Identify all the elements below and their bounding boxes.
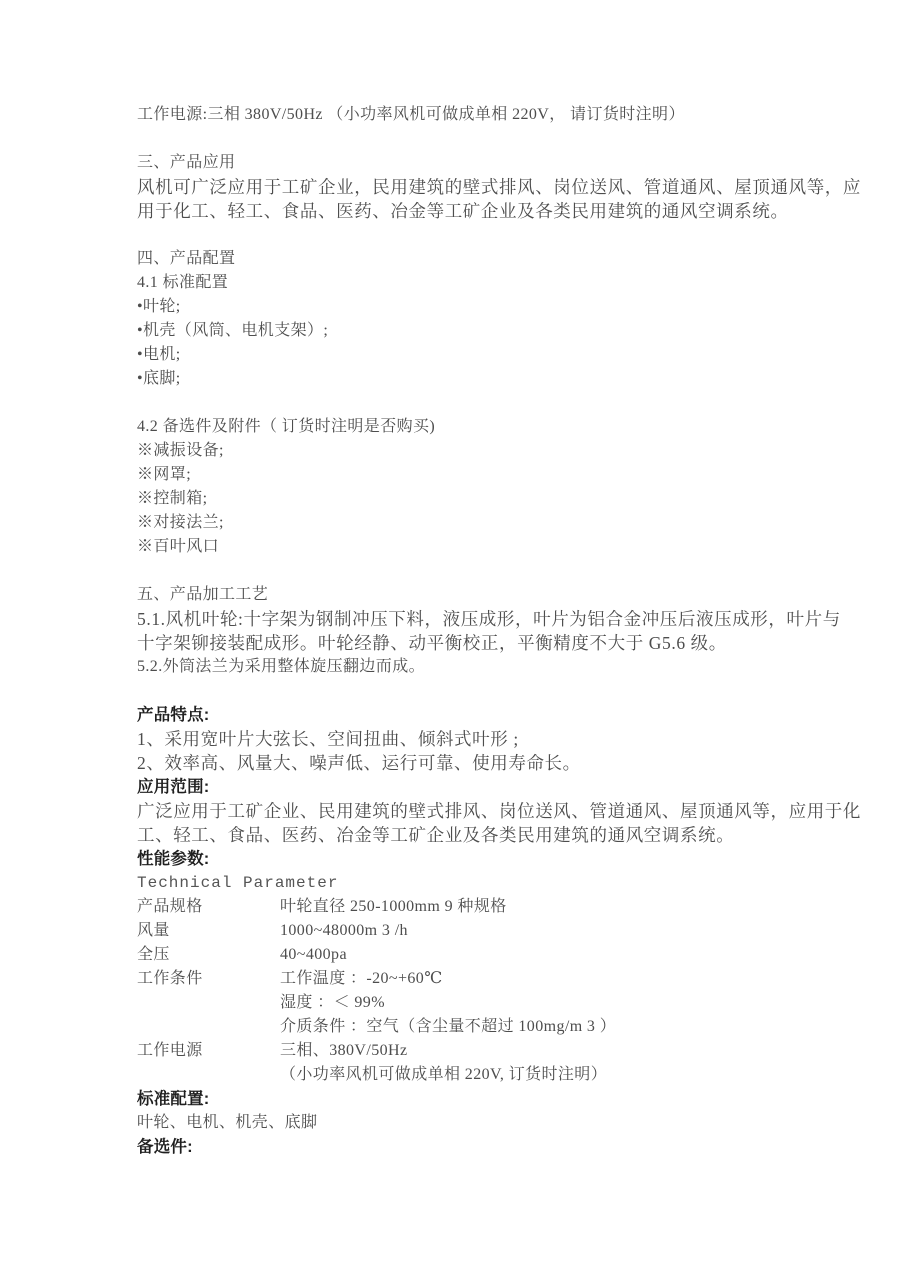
standard-config-item: •叶轮;	[137, 298, 181, 315]
optional-config-item: ※对接法兰;	[137, 514, 224, 531]
param-value	[280, 919, 792, 943]
section-configuration-title: 四、产品配置	[137, 250, 236, 267]
parameters-subheading: Technical Parameter	[137, 874, 339, 892]
standard-config-line: 叶轮、电机、机壳、底脚	[137, 1114, 318, 1131]
section-process-title: 五、产品加工工艺	[137, 586, 269, 603]
param-value-line: 40~400pa	[280, 946, 347, 963]
optional-config-item: ※减振设备;	[137, 442, 224, 459]
optional-config-item: ※控制箱;	[137, 490, 208, 507]
application-scope-line: 广泛应用于工矿企业、民用建筑的壁式排风、岗位送风、管道通风、屋顶通风等，应用于化	[137, 801, 861, 821]
param-value-line: 三相、380V/50Hz	[280, 1042, 408, 1059]
param-row-spec	[137, 895, 792, 919]
param-row-power	[137, 1039, 792, 1087]
param-label: 风量	[137, 922, 170, 939]
power-supply-note: 工作电源:三相 380V/50Hz （小功率风机可做成单相 220V， 请订货时注明）	[137, 106, 685, 123]
optional-config-item: ※网罩;	[137, 466, 192, 483]
blank-line	[137, 559, 792, 583]
param-label: 产品规格	[137, 898, 203, 915]
blank-line	[137, 391, 792, 415]
standard-config-subtitle: 4.1 标准配置	[137, 274, 229, 291]
param-value-line: 工作温度 ：-20~+60℃	[280, 970, 443, 987]
blank-line	[137, 223, 792, 247]
param-value-line: 1000~48000m 3 /h	[280, 922, 408, 939]
features-item: 1、采用宽叶片大弦长、空间扭曲、倾斜式叶形 ;	[137, 729, 519, 749]
features-heading: 产品特点:	[137, 706, 210, 724]
param-label: 全压	[137, 946, 170, 963]
application-scope-line: 工、轻工、食品、医药、冶金等工矿企业及各类民用建筑的通风空调系统。	[137, 825, 735, 845]
param-value-line: 介质条件 ：空气（含尘量不超过 100mg/m 3 ）	[280, 1018, 617, 1035]
param-row-pressure	[137, 943, 792, 967]
section-application-line: 风机可广泛应用于工矿企业，民用建筑的壁式排风、岗位送风、管道通风、屋顶通风等，应	[137, 177, 861, 197]
param-row-airflow	[137, 919, 792, 943]
param-value	[280, 895, 792, 919]
features-item: 2、效率高、风量大、噪声低、运行可靠、使用寿命长。	[137, 753, 581, 773]
param-value	[280, 1039, 792, 1087]
section-process-line: 十字架铆接装配成形。叶轮经静、动平衡校正，平衡精度不大于 G5.6 级。	[137, 633, 727, 653]
section-application-line: 用于化工、轻工、食品、医药、冶金等工矿企业及各类民用建筑的通风空调系统。	[137, 201, 789, 221]
standard-config-item: •底脚;	[137, 370, 181, 387]
blank-line	[137, 679, 792, 703]
blank-line	[137, 127, 792, 151]
standard-config-item: •电机;	[137, 346, 181, 363]
section-application-title: 三、产品应用	[137, 154, 236, 171]
param-value	[280, 967, 792, 1039]
param-value	[280, 943, 792, 967]
section-process-line: 5.1.风机叶轮:十字架为钢制冲压下料，液压成形，叶片为铝合金冲压后液压成形，叶片与	[137, 609, 841, 629]
optional-config-subtitle: 4.2 备选件及附件（ 订货时注明是否购买)	[137, 418, 436, 435]
param-value-line: 湿度 ：＜ 99%	[280, 994, 385, 1011]
application-scope-heading: 应用范围:	[137, 778, 210, 796]
standard-config-heading: 标准配置:	[137, 1090, 210, 1108]
param-row-conditions	[137, 967, 792, 1039]
param-value-line: （小功率风机可做成单相 220V, 订货时注明）	[280, 1066, 608, 1083]
param-label: 工作条件	[137, 970, 203, 987]
parameters-heading: 性能参数:	[137, 850, 210, 868]
param-value-line: 叶轮直径 250-1000mm 9 种规格	[280, 898, 507, 915]
standard-config-item: •机壳（风筒、电机支架）;	[137, 322, 329, 339]
param-label: 工作电源	[137, 1042, 203, 1059]
section-process-line: 5.2.外筒法兰为采用整体旋压翻边而成。	[137, 658, 426, 675]
optional-config-heading: 备选件:	[137, 1138, 193, 1156]
optional-config-item: ※百叶风口	[137, 538, 220, 555]
